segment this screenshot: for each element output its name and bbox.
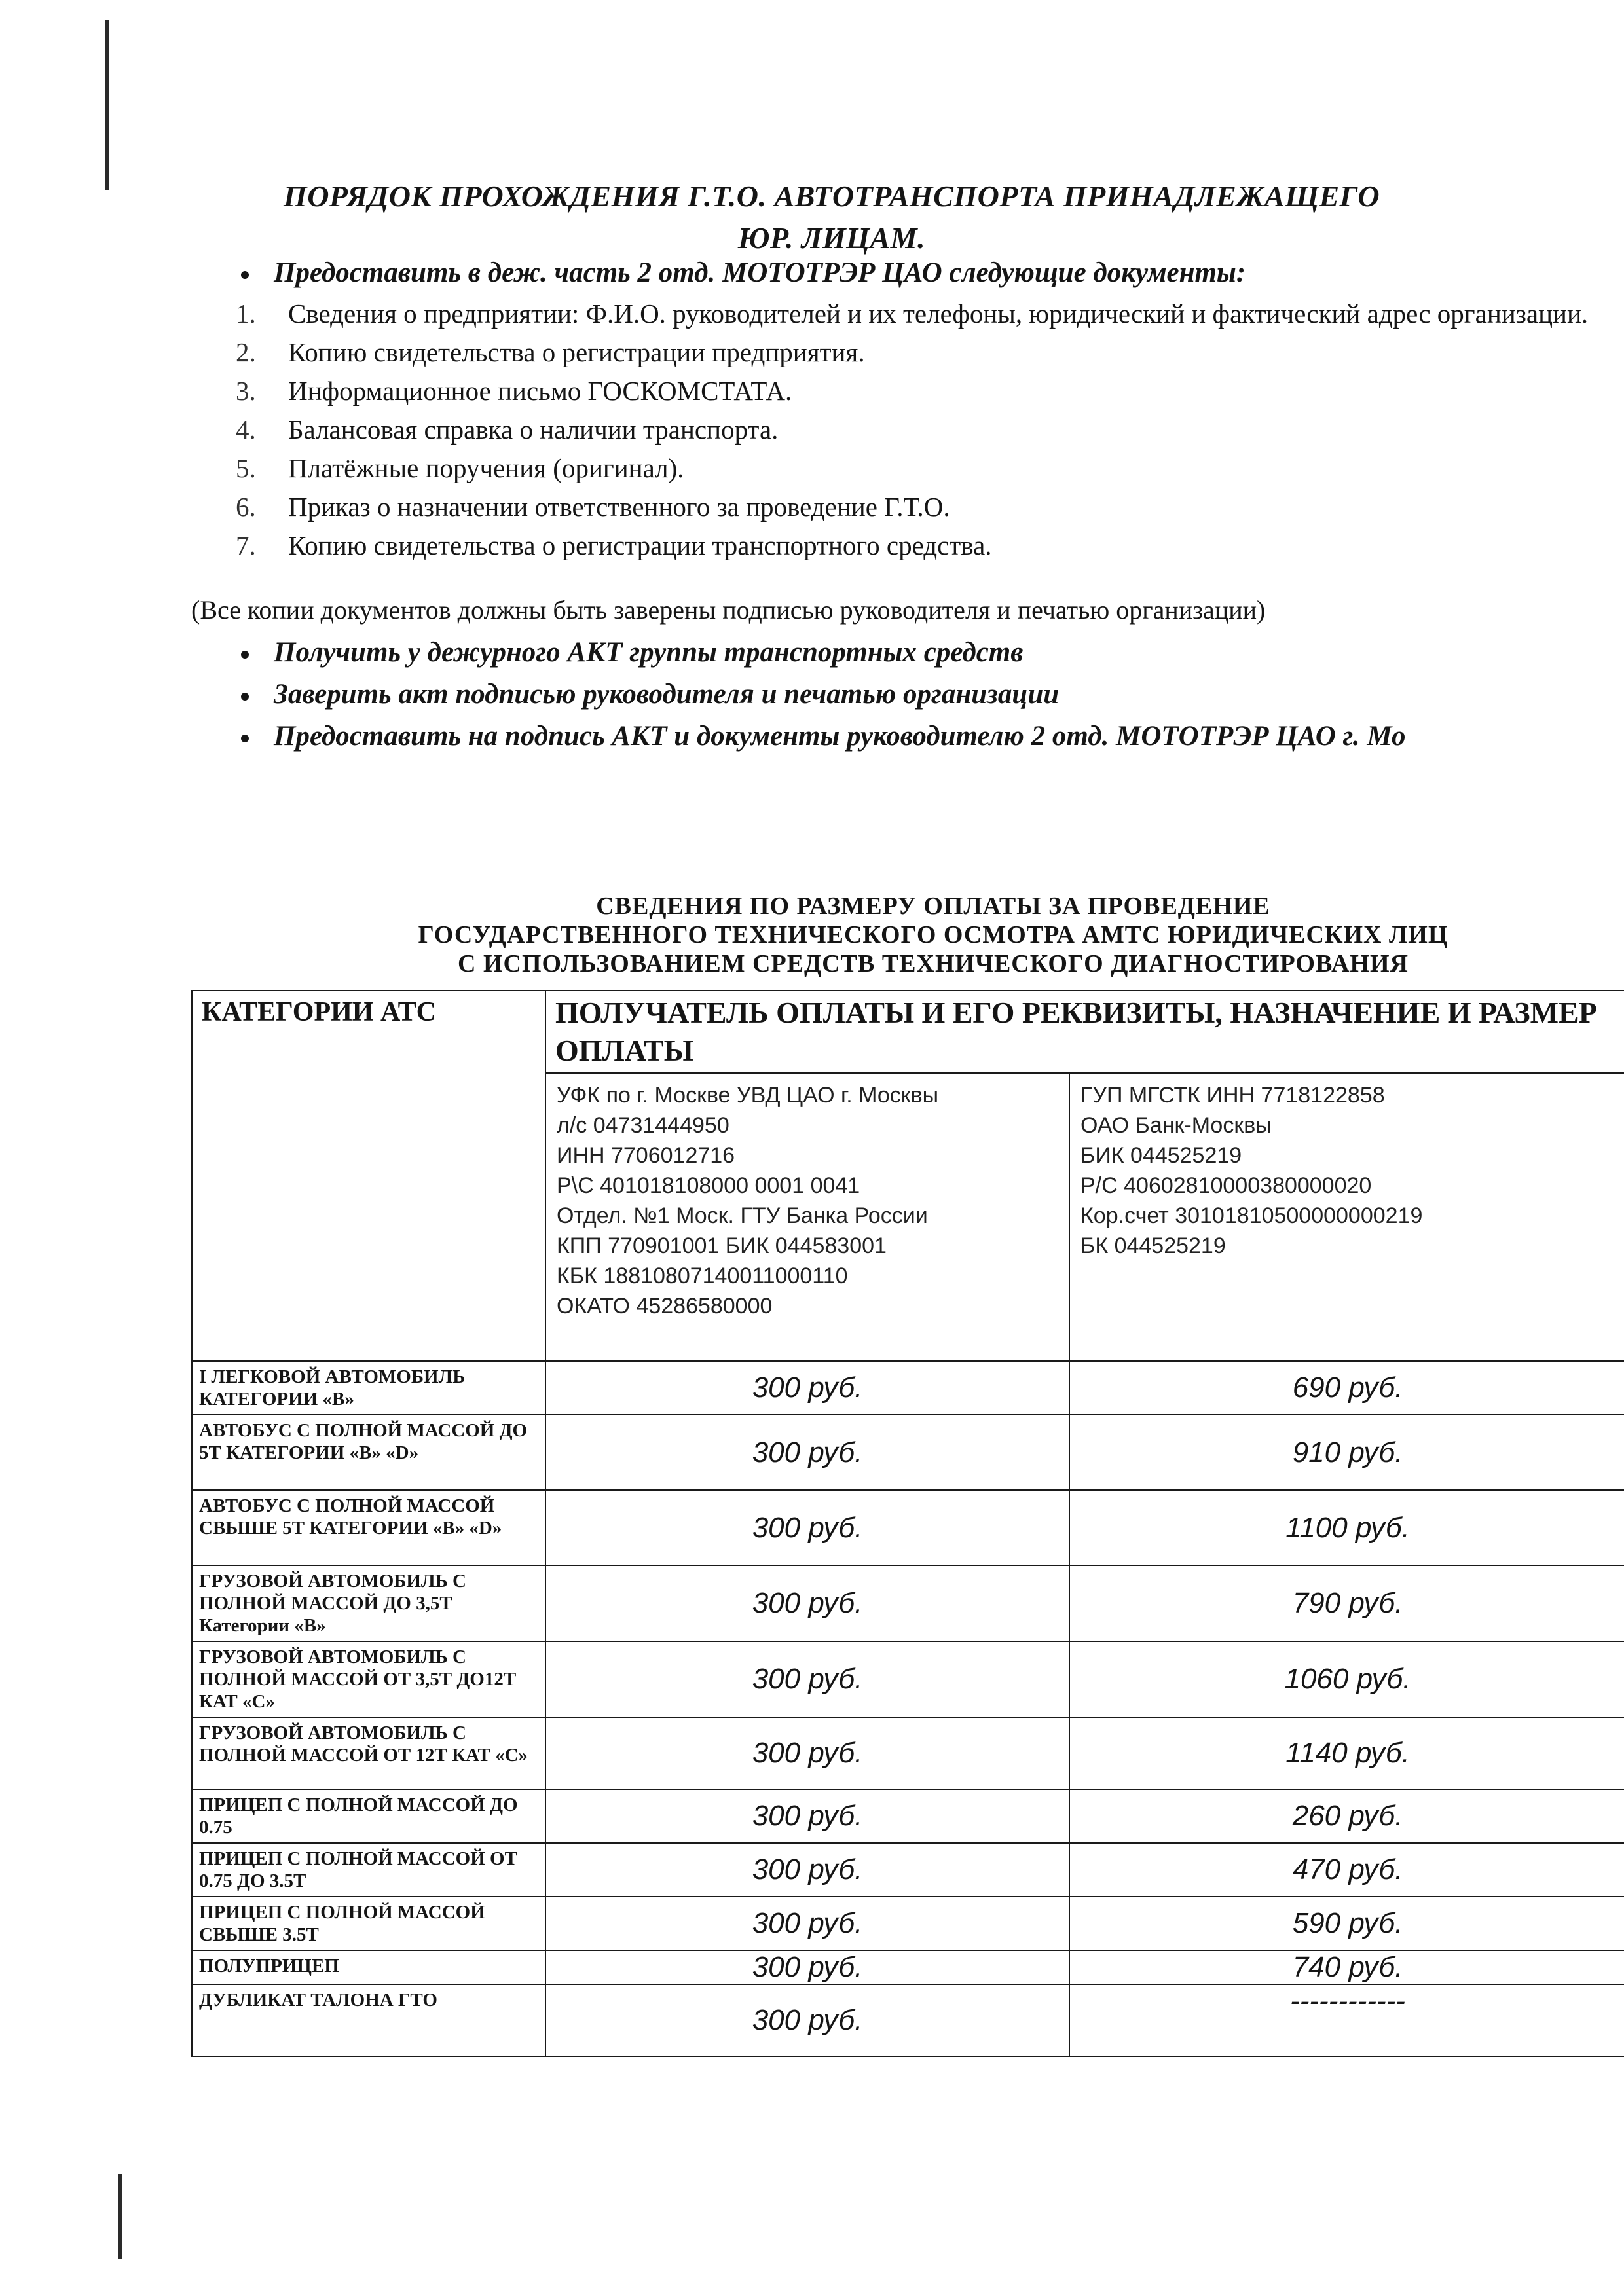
table-row (192, 1565, 1624, 1641)
category-cell: ГРУЗОВОЙ АВТОМОБИЛЬ С ПОЛНОЙ МАССОЙ ОТ 3,5Т ДО12Т КАТ «С» (192, 1641, 545, 1717)
bullet-icon (241, 271, 249, 279)
recipient-line: БИК 044525219 (1080, 1143, 1242, 1168)
table-title-line-2: ГОСУДАРСТВЕННОГО ТЕХНИЧЕСКОГО ОСМОТРА АМТС ЮРИДИЧЕСКИХ ЛИЦ (418, 921, 1449, 949)
table-row (192, 1717, 1624, 1789)
list-text: Балансовая справка о наличии транспорта. (288, 414, 779, 445)
fee-1-value: 300 руб. (752, 1737, 863, 1769)
table-row (192, 1415, 1624, 1490)
table-row (192, 1789, 1624, 1843)
list-number: 5. (236, 453, 256, 483)
table-row (192, 1984, 1624, 2056)
category-cell: ПОЛУПРИЦЕП (192, 1950, 545, 1984)
fee-2-value: 260 руб. (1292, 1800, 1403, 1832)
table-title (367, 892, 1500, 978)
list-number: 6. (236, 492, 256, 522)
fee-2-value: 590 руб. (1292, 1907, 1403, 1939)
fee-1-value: 300 руб. (752, 1951, 863, 1983)
fee-1-value: 300 руб. (752, 1800, 863, 1832)
fee-2-cell (1069, 1565, 1624, 1641)
fee-1-cell (545, 1717, 1069, 1789)
recipient-line: Отдел. №1 Моск. ГТУ Банка России (557, 1203, 928, 1228)
page-title (275, 175, 1388, 259)
fee-2-value: 470 руб. (1292, 1853, 1403, 1886)
fee-1-value: 300 руб. (752, 1511, 863, 1544)
list-item (236, 449, 1624, 488)
list-text: Приказ о назначении ответственного за проведение Г.Т.О. (288, 492, 950, 522)
category-cell: ПРИЦЕП С ПОЛНОЙ МАССОЙ СВЫШЕ 3.5Т (192, 1897, 545, 1950)
fee-2-cell (1069, 1789, 1624, 1843)
header-recipient: ПОЛУЧАТЕЛЬ ОПЛАТЫ И ЕГО РЕКВИЗИТЫ, НАЗНАЧЕНИЕ И РАЗМЕР ОПЛАТЫ (545, 991, 1624, 1073)
fee-2-value: 1140 руб. (1285, 1737, 1410, 1769)
fee-2-cell (1069, 1361, 1624, 1415)
bullet-text: Получить у дежурного АКТ группы транспортных средств (274, 637, 1024, 668)
fee-1-value: 300 руб. (752, 1587, 863, 1619)
recipient-line: Р\С 401018108000 0001 0041 (557, 1173, 860, 1198)
fee-2-value: 690 руб. (1292, 1372, 1403, 1404)
fee-2-cell (1069, 1897, 1624, 1950)
recipient-line: ОАО Банк-Москвы (1080, 1113, 1272, 1138)
fee-2-cell (1069, 1415, 1624, 1490)
fee-1-cell (545, 1950, 1069, 1984)
bullet-intro-text: Предоставить в деж. часть 2 отд. МОТОТРЭР ЦАО следующие документы: (274, 257, 1246, 288)
bullet-text: Предоставить на подпись АКТ и документы руководителю 2 отд. МОТОТРЭР ЦАО г. Мо (274, 721, 1406, 752)
fee-1-value: 300 руб. (752, 1663, 863, 1695)
list-item (236, 410, 1624, 449)
list-item (236, 488, 1624, 526)
fee-1-cell (545, 1490, 1069, 1565)
table-row (192, 1843, 1624, 1897)
list-number: 2. (236, 337, 256, 367)
scan-edge-mark (118, 2174, 122, 2259)
fee-2-value: ------------ (1290, 1985, 1405, 2017)
fee-2-cell (1069, 1984, 1624, 2056)
fee-1-value: 300 руб. (752, 1853, 863, 1886)
category-cell: ПРИЦЕП С ПОЛНОЙ МАССОЙ ДО 0.75 (192, 1789, 545, 1843)
list-number: 1. (236, 299, 256, 329)
category-cell: АВТОБУС С ПОЛНОЙ МАССОЙ ДО 5Т КАТЕГОРИИ «В» «D» (192, 1415, 545, 1490)
fee-2-cell (1069, 1843, 1624, 1897)
category-cell: АВТОБУС С ПОЛНОЙ МАССОЙ СВЫШЕ 5Т КАТЕГОРИИ «В» «D» (192, 1490, 545, 1565)
fee-1-value: 300 руб. (752, 1907, 863, 1939)
category-cell: I ЛЕГКОВОЙ АВТОМОБИЛЬ КАТЕГОРИИ «В» (192, 1361, 545, 1415)
category-cell: ГРУЗОВОЙ АВТОМОБИЛЬ С ПОЛНОЙ МАССОЙ ОТ 12Т КАТ «С» (192, 1717, 545, 1789)
recipient-line: Р/С 40602810000380000020 (1080, 1173, 1372, 1198)
list-text: Сведения о предприятии: Ф.И.О. руководителей и их телефоны, юридический и фактический адрес организации. (288, 299, 1589, 329)
table-row (192, 1641, 1624, 1717)
bullet-item (241, 636, 1023, 668)
recipient-1-details (545, 1073, 1069, 1361)
fee-1-cell (545, 1641, 1069, 1717)
scan-edge-mark (105, 20, 109, 190)
fee-2-cell (1069, 1490, 1624, 1565)
category-cell: ПРИЦЕП С ПОЛНОЙ МАССОЙ ОТ 0.75 ДО 3.5Т (192, 1843, 545, 1897)
fee-1-value: 300 руб. (752, 1436, 863, 1468)
bullet-icon (241, 693, 249, 701)
fee-2-cell (1069, 1950, 1624, 1984)
fee-2-cell (1069, 1717, 1624, 1789)
fee-1-value: 300 руб. (752, 1372, 863, 1404)
fee-2-value: 740 руб. (1292, 1951, 1403, 1983)
table-title-line-3: С ИСПОЛЬЗОВАНИЕМ СРЕДСТВ ТЕХНИЧЕСКОГО ДИАГНОСТИРОВАНИЯ (458, 950, 1409, 977)
list-text: Платёжные поручения (оригинал). (288, 453, 684, 483)
fee-2-value: 910 руб. (1292, 1436, 1403, 1468)
copies-note: (Все копии документов должны быть заверены подписью руководителя и печатью организации) (191, 595, 1266, 625)
recipient-line: ИНН 7706012716 (557, 1143, 735, 1168)
recipient-line: УФК по г. Москве УВД ЦАО г. Москвы (557, 1083, 939, 1108)
document-list (236, 295, 1624, 565)
bullet-icon (241, 735, 249, 742)
recipient-line: Кор.счет 30101810500000000219 (1080, 1203, 1423, 1228)
fee-1-cell (545, 1361, 1069, 1415)
list-text: Копию свидетельства о регистрации предприятия. (288, 337, 865, 367)
bullet-intro (241, 257, 1246, 289)
bullet-item (241, 678, 1059, 710)
category-cell: ГРУЗОВОЙ АВТОМОБИЛЬ С ПОЛНОЙ МАССОЙ ДО 3,5Т Категории «В» (192, 1565, 545, 1641)
fee-1-cell (545, 1789, 1069, 1843)
list-number: 7. (236, 530, 256, 560)
fee-2-cell (1069, 1641, 1624, 1717)
table-header-row (192, 991, 1624, 1073)
category-cell: ДУБЛИКАТ ТАЛОНА ГТО (192, 1984, 545, 2056)
recipient-line: КБК 18810807140011000110 (557, 1264, 848, 1288)
list-number: 3. (236, 376, 256, 406)
fee-2-value: 1100 руб. (1285, 1511, 1410, 1544)
table-row (192, 1361, 1624, 1415)
bullet-item (241, 720, 1405, 752)
bullet-icon (241, 651, 249, 659)
fee-1-cell (545, 1843, 1069, 1897)
fees-table (191, 990, 1624, 2057)
list-number: 4. (236, 414, 256, 445)
recipient-line: ОКАТО 45286580000 (557, 1294, 773, 1319)
recipient-line: л/с 04731444950 (557, 1113, 729, 1138)
table-row (192, 1490, 1624, 1565)
page-title-line-2: ЮР. ЛИЦАМ. (737, 221, 926, 255)
fee-1-value: 300 руб. (752, 2004, 863, 2036)
fee-1-cell (545, 1565, 1069, 1641)
recipient-line: ГУП МГСТК ИНН 7718122858 (1080, 1083, 1385, 1108)
list-item (236, 295, 1624, 333)
fee-1-cell (545, 1415, 1069, 1490)
bullet-text: Заверить акт подписью руководителя и печатью организации (274, 679, 1060, 710)
recipient-2-details (1069, 1073, 1624, 1361)
fee-1-cell (545, 1897, 1069, 1950)
fee-1-cell (545, 1984, 1069, 2056)
table-title-line-1: СВЕДЕНИЯ ПО РАЗМЕРУ ОПЛАТЫ ЗА ПРОВЕДЕНИЕ (596, 892, 1270, 920)
recipient-line: КПП 770901001 БИК 044583001 (557, 1233, 887, 1258)
page-title-line-1: ПОРЯДОК ПРОХОЖДЕНИЯ Г.Т.О. АВТОТРАНСПОРТА ПРИНАДЛЕЖАЩЕГО (283, 179, 1380, 213)
list-text: Копию свидетельства о регистрации транспортного средства. (288, 530, 992, 560)
table-row (192, 1950, 1624, 1984)
list-item (236, 372, 1624, 410)
list-item (236, 526, 1624, 565)
fee-2-value: 1060 руб. (1284, 1663, 1411, 1695)
table-row (192, 1897, 1624, 1950)
list-text: Информационное письмо ГОСКОМСТАТА. (288, 376, 792, 406)
recipient-line: БК 044525219 (1080, 1233, 1226, 1258)
fee-2-value: 790 руб. (1292, 1587, 1403, 1619)
list-item (236, 333, 1624, 372)
header-category: КАТЕГОРИИ АТС (192, 991, 545, 1361)
